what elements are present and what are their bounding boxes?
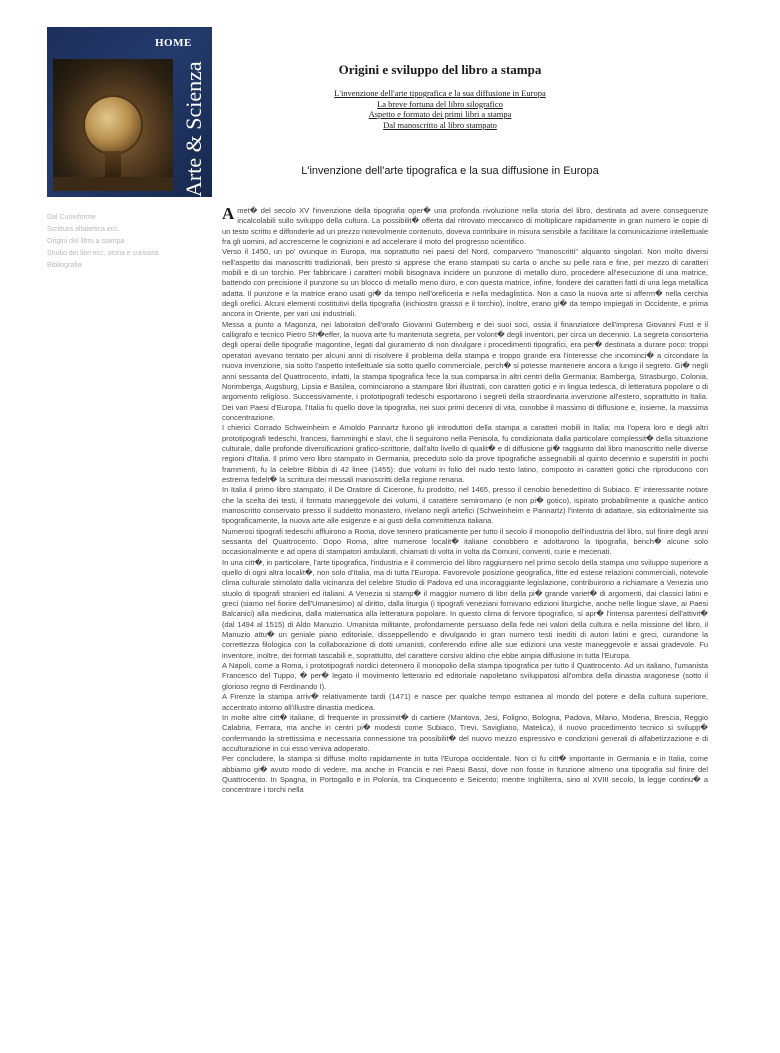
- section-heading: L'invenzione dell'arte tipografica e la sua diffusione in Europa: [301, 165, 599, 177]
- page-title: Origini e sviluppo del libro a stampa: [338, 62, 542, 77]
- sidebar-item-scrittura[interactable]: Scrittura alfabetica ecc.: [47, 226, 120, 233]
- paragraph-text: met� del secolo XV l'invenzione della tipografia oper� una profonda rivoluzione nella storia del libro, destinata ad avere conseguenze incalcolabili sullo sviluppo della cultura. La possibilit� offerta dal ritrovato meccanico di moltiplicare rapidamente in gran numero le copie di un testo scritto e diffonderle ad un prezzo notevolmente contenuto, doveva contribuire in misura sensibile a facilitare la comunicazione intellettuale fra gli uomini, ad accrescerne le cognizioni e ad accelerare il moto del progresso scientifico.: [222, 206, 708, 247]
- paragraph: Per concludere, la stampa si diffuse molto rapidamente in tutta l'Europa occidentale. Non ci fu citt� importante in Germania e in Italia, come abbiamo gi� avuto modo di vedere, ma anche in Francia e nei Paesi Bassi, dove non fosse in funzione almeno una tipografia sul finire del Quattrocento. In Spagna, in Portogallo e in Polonia, tra Cinquecento e Seicento; mentre Inghilterra, sino al XVIII secolo, la legge continu� a concentrare i torchi nella: [222, 754, 708, 795]
- brand-wrap: [179, 57, 211, 197]
- article-body: [222, 206, 708, 1026]
- paragraph: [222, 206, 708, 247]
- paragraph: Verso il 1450, un po' ovunque in Europa, ma soprattutto nei paesi del Nord, comparvero "manoscritti" alquanto singolari. Non molto diversi nell'aspetto dai manoscritti tradizionali, ben presto si apprese che erano stampati su carta o anche su pelle rara e fine, per mezzo di caratteri mobili e di un torchio. Per fabbricare i caratteri mobili bisognava incidere un punzone di metallo duro, procedere all'esecuzione di una matrice, battendo con precisione il punzone su un blocco di metallo meno duro, e con questa matrice, infine, fondere dei caratteri fatti di una lega metallica adatta. Il punzone e la matrice erano usati gi� da tempo nell'oreficeria e nella medaglistica. Non a caso la nuova arte si afferm� nella cerchia degli orefici. Alcuni elementi costitutivi della tipografia (inchiostro grasso e il torchio), inoltre, erano gi� da tempo impiegati in Occidente, e prima ancora in Oriente, per vari usi industriali.: [222, 247, 708, 319]
- home-link[interactable]: HOME: [155, 37, 192, 49]
- sidebar-item-cuneiforme[interactable]: Dal Cuneiforme: [47, 214, 96, 221]
- sidebar-nav: [47, 212, 207, 272]
- desk-illustration: [53, 177, 173, 191]
- brand-title: Arte & Scienza: [181, 61, 206, 197]
- paragraph: Numerosi tipografi tedeschi affluirono a Roma, dove tennero praticamente per tutto il secolo il monopolio dell'industria del libro, sul finire degli anni sessanta del Quattrocento. Dopo Roma, altre numerose localit� italiane conobbero e adottarono la tipografia, bench� alcune solo occasionalmente e ad opera di stampatori ambulanti, chiamati di volta in volta da Comuni, conventi, curie e mecenati.: [222, 526, 708, 557]
- sidebar-item-origini[interactable]: Origini del libro a stampa: [47, 238, 125, 245]
- drop-cap: A: [222, 206, 235, 223]
- paragraph: A Napoli, come a Roma, i prototipografi nordici detennero il monopolio della stampa tipografica per tutto il Quattrocento. Ad un italiano, l'umanista Francesco del Tuppo, � per� legato il movimento letterario ed editoriale napoletano sviluppatosi all'ombra della dinastia aragonese (sotto il glorioso regno di Ferdinando I).: [222, 661, 708, 691]
- paragraph: A Firenze la stampa arriv� relativamente tardi (1471) e nasce per qualche tempo estranea al mondo del potere e della cultura superiore, accentrato intorno all'illustre dinastia medicea.: [222, 692, 708, 712]
- toc-link-aspetto[interactable]: Aspetto e formato dei primi libri a stampa: [368, 109, 512, 119]
- header-image: [47, 27, 212, 197]
- sidebar-item-studio[interactable]: Studio dei libri ecc. storia e curiosità: [47, 250, 159, 257]
- paragraph: Messa a punto a Magonza, nei laboratori dell'orafo Giovanni Gutemberg e dei suoi soci, ossia il finanziatore dell'impresa Giovanni Fust e il calligrafo e tecnico Pietro Sh�effer, la nuova arte fu mantenuta segreta, per volont� degli inventori, per circa un decennio. La segreta consorteria degli operai delle tipografie magontine, legati dal giuramento di non divulgare i procedimenti tipografici, era per� destinata a durare poco: troppi operatori avevano tentato per alcuni anni di risolvere il problema della stampa e troppo grande era l'interesse che incominci� a circondare la nuova invenzione, sia sotto l'aspetto intellettuale sia sotto quello commerciale, perch� si potesse mantenere ancora a lungo il segreto. Gi� negli anni sessanta del Quattrocento, infatti, la stampa tipografica fece la sua comparsa in altri centri della Germania: Bamberga, Strasburgo, Colonia, Norimberga, Augsburg, Lipsia e Basilea, cominciarono a stampare libri illustrati, con caratteri gotici e in lingua tedesca, di letteratura popolare o di argomento religioso. Successivamente, i prototipografi tedeschi esportarono i segreti della straordinaria invenzione all'estero, soprattutto in Italia. Dei vari Paesi d'Europa, l'Italia fu quello dove la tipografia, nei suoi primi decenni di vita, conobbe il massimo di diffusione e, insieme, la massima concentrazione.: [222, 319, 708, 422]
- table-of-contents: [250, 88, 630, 130]
- toc-link-manoscritto[interactable]: Dal manoscritto al libro stampato: [383, 119, 497, 130]
- toc-link-invenzione[interactable]: L'invenzione dell'arte tipografica e la sua diffusione in Europa: [334, 88, 546, 98]
- paragraph: I chierici Corrado Schweinheim e Arnoldo Pannartz furono gli introduttori della stampa a caratteri mobili in Italia; ma l'opera loro e degli altri prototipografi tedeschi, francesi, fiamminghi e slavi, che li seguirono nella Penisola, fu condizionata dalla particolare complessit� della situazione culturale, dalle profonde diversificazioni grafico-scrittorie, dall'alto livello di qualit� e di diffusione gi� raggiunto dal libro manoscritto nelle diverse regioni d'Italia. Il primo vero libro stampato in Germania, preceduto solo da prove tipografiche assegnabili al quinto decennio e superstiti in pochi frammenti, fu la celebre Bibbia di 42 linee (1455): due volumi in folio del nudo testo latino, composto in caratteri gotici che riproducono con estrema fedelt� la scrittura dei messali manoscritti della regione renana.: [222, 423, 708, 484]
- paragraph: In Italia il primo libro stampato, il De Oratore di Cicerone, fu prodotto, nel 1465, presso il cenobio benedettino di Subiaco. E' interessante notare che la scelta dei testi, il formato maneggevole dei volumi, il carattere semiromano (e non pi� gotico), ispirato probabilmente a qualche antico manoscritto conservato presso il suddetto monastero, rivelano negli artefici (Schweinheim e Pannartz) l'intento di adattare, sia editorialmente sia tipograficamente, la nuova arte alle esigenze e ai gusti della committenza italiana.: [222, 485, 708, 526]
- paragraph: In molte altre citt� italiane, di frequente in prossimit� di cartiere (Mantova, Jesi, Foligno, Bologna, Padova, Milano, Modena, Brescia, Reggio Calabria, Ferrara, ma anche in centri pi� modesti come Subiaco, Trevi, Savigliano, Matelica), il nuovo procedimento tecnico si svilupp� confermando la strettissima e necessaria connessione tra possibilit� del nuovo mezzo espressivo e condizioni generali di alfabetizzazione e di acculturazione in cui esso veniva adoperato.: [222, 712, 708, 753]
- sidebar-item-bibliografia[interactable]: Bibliografia: [47, 262, 82, 269]
- toc-link-silografico[interactable]: La breve fortuna del libro silografico: [377, 98, 503, 109]
- paragraph: In una citt�, in particolare, l'arte tipografica, l'industria e il commercio del libro raggiunsero nel primo secolo della stampa uno sviluppo superiore a quello di ogni altra localit�, non solo d'Italia, ma di tutta l'Europa. Favorevole posizione geografica, fitte ed estese relazioni commerciali, notevole clima culturale stimolato dalla vicinanza del celebre Studio di Padova ed una incoraggiante legislazione, contribuirono a richiamare a Venezia uno stuolo di tipografi stranieri ed italiani. A Venezia si stamp� il maggior numero di libri della pi� grande variet� di argomenti, dai classici latini e greci (siamo nel fiorire dell'Umanesimo) al diritto, dalla liturgia (i tipografi veneziani fornivano edizioni liturgiche, anche nelle lingue slave, ai Paesi Balcanici) alla medicina, dalla matematica alla letteratura popolare. In questo clima di fervore tipografico, si apr� l'intensa parentesi dell'attivit� (dal 1494 al 1515) di Aldo Manuzio. Umanista militante, profondamente persuaso della fede nei valori della cultura e nella missione del libro, il Manuzio attu� un geniale piano editoriale, disseppellendo e divulgando in gran numero testi inediti di autori latini e greci, curandone la correttezza filologica con la collaborazione di dotti umanisti, conferendo infine alle sue edizioni una veste maneggevole e assai gradevole. Fu inventore, inoltre, dei formati tascabili e, soprattutto, del carattere corsivo aldino che ebbe ampia diffusione in tutta l'Europa.: [222, 557, 708, 660]
- globe-illustration: [85, 97, 141, 153]
